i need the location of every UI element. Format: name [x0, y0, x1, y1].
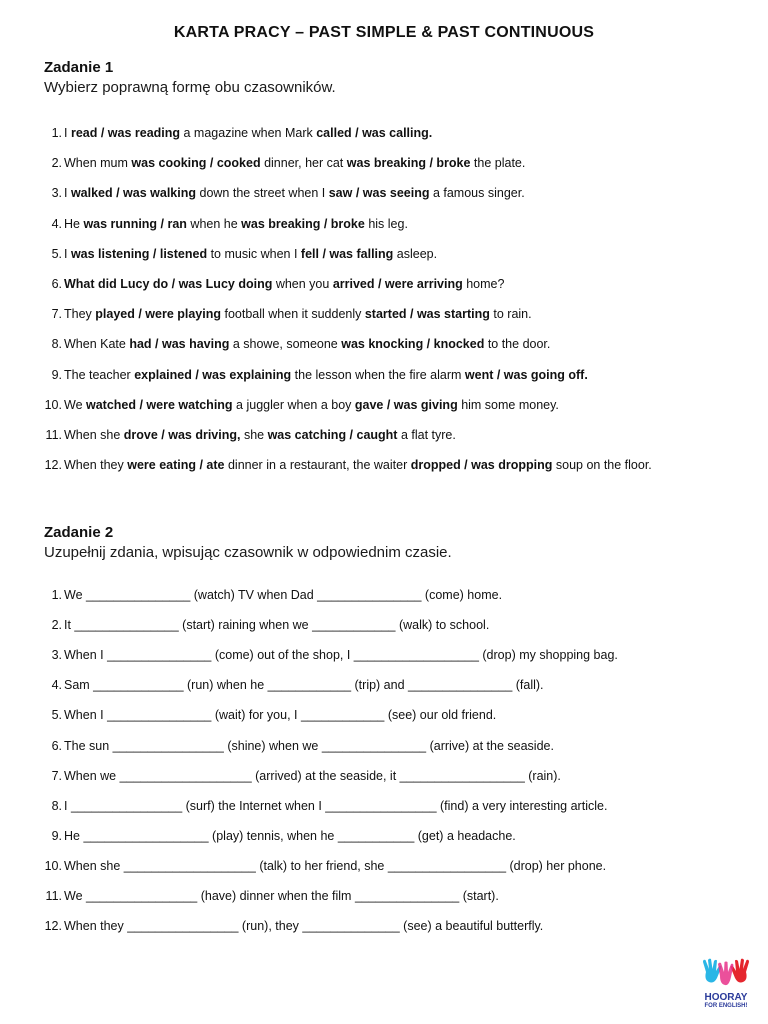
hands-logo-icon — [700, 958, 752, 992]
sentence-text: to music when I — [207, 246, 301, 261]
task2-item — [0, 585, 502, 605]
task1-item — [0, 153, 525, 173]
task1-item — [0, 334, 550, 354]
task1-item — [0, 455, 652, 475]
verb-options: arrived / were arriving — [332, 277, 463, 291]
sentence-text: him some money. — [457, 397, 559, 412]
task1-item — [0, 304, 532, 324]
item-number: 3. — [51, 648, 62, 663]
verb-options: gave / was giving — [354, 397, 458, 412]
fill-in-sentence: I ________________ (surf) the Internet when I ________________ (find) a very interesting article. — [64, 798, 608, 813]
sentence-text: soup on the floor. — [552, 458, 652, 473]
fill-in-sentence: The sun ________________ (shine) when we _______________ (arrive) at the seaside. — [64, 738, 554, 753]
item-number: 11. — [45, 889, 62, 903]
task1-item — [0, 425, 456, 445]
item-number: 2. — [51, 156, 62, 171]
task2-item — [0, 736, 554, 756]
sentence-text: his leg. — [364, 216, 408, 231]
sentence-text: a flat tyre. — [397, 428, 456, 442]
item-number: 3. — [51, 186, 62, 201]
item-number: 5. — [51, 708, 62, 723]
sentence-text: to rain. — [489, 307, 532, 322]
item-number: 11. — [45, 428, 62, 442]
sentence-text: He — [64, 216, 84, 231]
task1-item — [0, 214, 408, 234]
item-number: 12. — [44, 919, 62, 934]
task2-instruction: Uzupełnij zdania, wpisując czasownik w odpowiednim czasie. — [44, 544, 452, 561]
item-number: 7. — [51, 768, 62, 783]
item-number: 10. — [44, 397, 62, 412]
page-title: KARTA PRACY – PAST SIMPLE & PAST CONTINUOUS — [173, 24, 595, 41]
sentence-text: I — [64, 126, 71, 140]
task2-item — [0, 675, 544, 695]
item-number: 8. — [51, 798, 62, 813]
task2-item — [0, 886, 499, 906]
verb-options: was listening / listened — [70, 246, 208, 261]
sentence-text: when you — [272, 277, 333, 291]
sentence-text: dinner in a restaurant, the waiter — [224, 458, 411, 473]
item-number: 10. — [44, 858, 62, 873]
task2-item — [0, 615, 489, 635]
sentence-text: When she — [64, 428, 124, 442]
verb-options: read / was reading — [70, 126, 181, 140]
verb-options: dropped / was dropping — [410, 458, 553, 473]
hooray-for-english-logo — [700, 958, 752, 1018]
task2-item — [0, 705, 496, 725]
sentence-text: dinner, her cat — [260, 156, 347, 171]
task2-item — [0, 856, 606, 876]
verb-options: started / was starting — [364, 307, 490, 322]
task2-item — [0, 826, 516, 846]
task2-title: Zadanie 2 — [44, 524, 114, 541]
verb-options: played / were playing — [95, 307, 222, 322]
verb-options: was breaking / broke — [346, 156, 471, 171]
task2-item — [0, 916, 543, 936]
sentence-text: the plate. — [470, 156, 526, 171]
fill-in-sentence: It _______________ (start) raining when we ____________ (walk) to school. — [64, 618, 490, 633]
sentence-text: When Kate — [64, 337, 130, 352]
sentence-text: I — [64, 246, 71, 261]
item-number: 9. — [51, 367, 62, 382]
verb-options: called / was calling. — [316, 126, 433, 140]
verb-options: went / was going off. — [464, 367, 588, 382]
task1-instruction: Wybierz poprawną formę obu czasowników. — [44, 79, 336, 96]
item-number: 4. — [51, 216, 62, 231]
fill-in-sentence: We _______________ (watch) TV when Dad _______________ (come) home. — [64, 588, 503, 602]
sentence-text: a showe, someone — [229, 337, 342, 352]
logo-text-hooray: HOORAY — [704, 992, 748, 1003]
fill-in-sentence: When we ___________________ (arrived) at the seaside, it __________________ (rain). — [64, 768, 561, 783]
verb-options: had / was having — [129, 337, 230, 352]
sentence-text: asleep. — [393, 246, 438, 261]
sentence-text: a magazine when Mark — [180, 126, 317, 140]
sentence-text: They — [64, 307, 96, 322]
sentence-text: When mum — [64, 156, 132, 171]
verb-options: was catching / caught — [267, 428, 398, 442]
verb-options: drove / was driving, — [123, 428, 241, 442]
task1-item — [0, 274, 504, 294]
fill-in-sentence: Sam _____________ (run) when he ____________ (trip) and _______________ (fall). — [64, 678, 544, 693]
verb-options: was breaking / broke — [241, 216, 365, 231]
fill-in-sentence: He __________________ (play) tennis, when he ___________ (get) a headache. — [64, 828, 516, 843]
sentence-text: a famous singer. — [429, 186, 525, 201]
task2-item — [0, 796, 607, 816]
task1-title: Zadanie 1 — [44, 59, 114, 76]
task2-item — [0, 766, 561, 786]
task1-item — [0, 395, 559, 415]
verb-options: What did Lucy do / was Lucy doing — [64, 277, 273, 291]
fill-in-sentence: We ________________ (have) dinner when the film _______________ (start). — [64, 889, 499, 903]
verb-options: was knocking / knocked — [341, 337, 485, 352]
logo-text-for-english: FOR ENGLISH! — [704, 1003, 748, 1009]
verb-options: was running / ran — [83, 216, 187, 231]
task1-item — [0, 244, 437, 264]
item-number: 5. — [51, 246, 62, 261]
item-number: 4. — [51, 678, 62, 693]
sentence-text: a juggler when a boy — [232, 397, 355, 412]
task1-item — [0, 123, 432, 143]
item-number: 1. — [51, 588, 62, 602]
item-number: 6. — [51, 738, 62, 753]
fill-in-sentence: When they ________________ (run), they ______________ (see) a beautiful butterfly. — [64, 919, 544, 934]
task1-item — [0, 183, 525, 203]
sentence-text: The teacher — [64, 367, 135, 382]
sentence-text: down the street when I — [196, 186, 329, 201]
sentence-text: when he — [186, 216, 242, 231]
verb-options: was cooking / cooked — [131, 156, 261, 171]
item-number: 9. — [51, 828, 62, 843]
sentence-text: We — [64, 397, 86, 412]
sentence-text: I — [64, 186, 71, 201]
sentence-text: football when it suddenly — [221, 307, 365, 322]
verb-options: fell / was falling — [300, 246, 394, 261]
item-number: 12. — [44, 458, 62, 473]
task2-item — [0, 645, 618, 665]
verb-options: walked / was walking — [70, 186, 197, 201]
verb-options: explained / was explaining — [134, 367, 292, 382]
fill-in-sentence: When she ___________________ (talk) to her friend, she _________________ (drop) her phone. — [64, 858, 607, 873]
task1-item — [0, 365, 588, 385]
fill-in-sentence: When I _______________ (come) out of the shop, I __________________ (drop) my shopping bag. — [64, 648, 618, 663]
item-number: 8. — [51, 337, 62, 352]
item-number: 2. — [51, 618, 62, 633]
verb-options: watched / were watching — [86, 397, 233, 412]
verb-options: were eating / ate — [127, 458, 225, 473]
sentence-text: the lesson when the fire alarm — [291, 367, 465, 382]
item-number: 7. — [51, 307, 62, 322]
fill-in-sentence: When I _______________ (wait) for you, I ____________ (see) our old friend. — [64, 708, 497, 723]
item-number: 6. — [51, 277, 62, 291]
sentence-text: When they — [64, 458, 128, 473]
sentence-text: home? — [462, 277, 505, 291]
sentence-text: to the door. — [484, 337, 551, 352]
sentence-text: she — [240, 428, 268, 442]
verb-options: saw / was seeing — [328, 186, 430, 201]
item-number: 1. — [51, 126, 62, 140]
